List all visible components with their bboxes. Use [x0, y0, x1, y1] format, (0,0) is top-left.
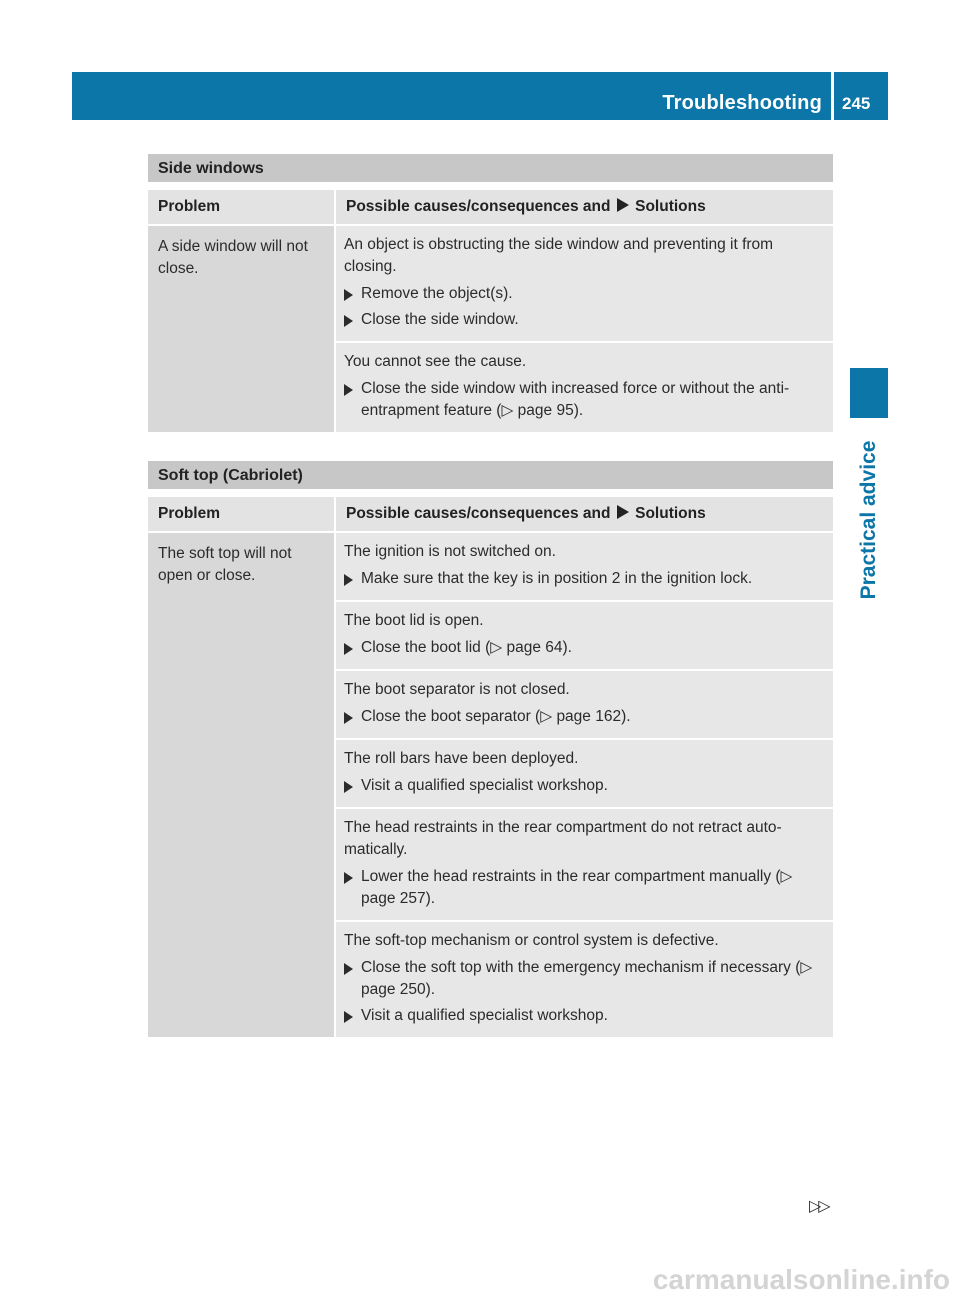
arrow-right-icon: [617, 198, 629, 212]
problem-text: The soft top will not open or close.: [158, 545, 292, 584]
cause-cell: [336, 600, 833, 669]
action-arrow-icon: [344, 963, 353, 975]
cause-cell: [336, 226, 833, 341]
cause-cell: [336, 669, 833, 738]
column-header-causes: [336, 497, 833, 531]
solution-step: [344, 706, 825, 728]
solution-text: Make sure that the key is in position 2 in the ignition lock.: [361, 570, 753, 587]
action-arrow-icon: [344, 289, 353, 301]
solution-text: Remove the object(s).: [361, 285, 513, 302]
solution-step: [344, 866, 825, 910]
solution-step: [344, 378, 825, 422]
solution-step: [344, 957, 825, 1001]
soft-top-section: [148, 461, 833, 1037]
cause-cell: [336, 533, 833, 600]
action-arrow-icon: [344, 384, 353, 396]
solution-step: [344, 775, 825, 797]
table-row: [148, 533, 833, 600]
solution-text: Close the soft top with the emergency mechanism if necessary (▷ page 250).: [361, 959, 813, 998]
column-header-solutions-text: Solutions: [635, 505, 706, 522]
cause-cell: [336, 341, 833, 432]
page-number: 245: [842, 94, 871, 113]
action-arrow-icon: [344, 574, 353, 586]
cause-text: The head restraints in the rear compartment do not retract auto-matically.: [344, 819, 782, 858]
problem-text: A side window will not close.: [158, 238, 308, 277]
cause-text: You cannot see the cause.: [344, 353, 527, 370]
continue-icon: ▷▷: [809, 1198, 828, 1215]
cause-cell: [336, 920, 833, 1037]
section-heading: Troubleshooting: [662, 92, 822, 114]
side-windows-section: [148, 154, 833, 432]
troubleshooting-table: [148, 190, 833, 432]
problem-cell: [148, 226, 336, 432]
cause-text: The roll bars have been deployed.: [344, 750, 579, 767]
column-header-solutions-text: Solutions: [635, 198, 706, 215]
solution-text: Close the side window with increased force or without the anti-entrapment feature (▷ page 95).: [361, 380, 790, 419]
action-arrow-icon: [344, 1011, 353, 1023]
column-header-causes-text: Possible causes/consequences and: [346, 198, 611, 215]
solution-text: Close the side window.: [361, 311, 519, 328]
cause-text: The ignition is not switched on.: [344, 543, 556, 560]
table-row: [148, 226, 833, 341]
page-header: [72, 72, 888, 120]
column-header-causes: [336, 190, 833, 224]
solution-text: Visit a qualified specialist workshop.: [361, 1007, 608, 1024]
cause-cell: [336, 738, 833, 807]
action-arrow-icon: [344, 872, 353, 884]
chapter-tab: [850, 430, 888, 610]
chapter-tab-label: Practical advice: [857, 440, 880, 600]
table-header-row: [148, 190, 833, 224]
solution-text: Close the boot separator (▷ page 162).: [361, 708, 631, 725]
action-arrow-icon: [344, 781, 353, 793]
section-title: Side windows: [148, 154, 833, 182]
troubleshooting-table: [148, 497, 833, 1037]
solution-text: Lower the head restraints in the rear compartment manually (▷ page 257).: [361, 868, 793, 907]
solution-step: [344, 1005, 825, 1027]
action-arrow-icon: [344, 712, 353, 724]
header-divider: [831, 72, 834, 120]
solution-step: [344, 637, 825, 659]
solution-step: [344, 309, 825, 331]
problem-cell: [148, 533, 336, 1037]
watermark: carmanualsonline.info: [652, 1264, 950, 1295]
solution-step: [344, 283, 825, 305]
action-arrow-icon: [344, 643, 353, 655]
chapter-tab-marker: [850, 368, 888, 418]
solution-step: [344, 568, 825, 590]
cause-cell: [336, 807, 833, 920]
table-header-row: [148, 497, 833, 531]
column-header-causes-text: Possible causes/consequences and: [346, 505, 611, 522]
column-header-problem: Problem: [148, 497, 336, 531]
cause-text: The boot separator is not closed.: [344, 681, 570, 698]
column-header-problem: Problem: [148, 190, 336, 224]
solution-text: Close the boot lid (▷ page 64).: [361, 639, 572, 656]
arrow-right-icon: [617, 505, 629, 519]
section-title: Soft top (Cabriolet): [148, 461, 833, 489]
cause-text: The boot lid is open.: [344, 612, 484, 629]
cause-text: The soft-top mechanism or control system is defective.: [344, 932, 719, 949]
cause-text: An object is obstructing the side window and preventing it from closing.: [344, 236, 774, 275]
solution-text: Visit a qualified specialist workshop.: [361, 777, 608, 794]
action-arrow-icon: [344, 315, 353, 327]
